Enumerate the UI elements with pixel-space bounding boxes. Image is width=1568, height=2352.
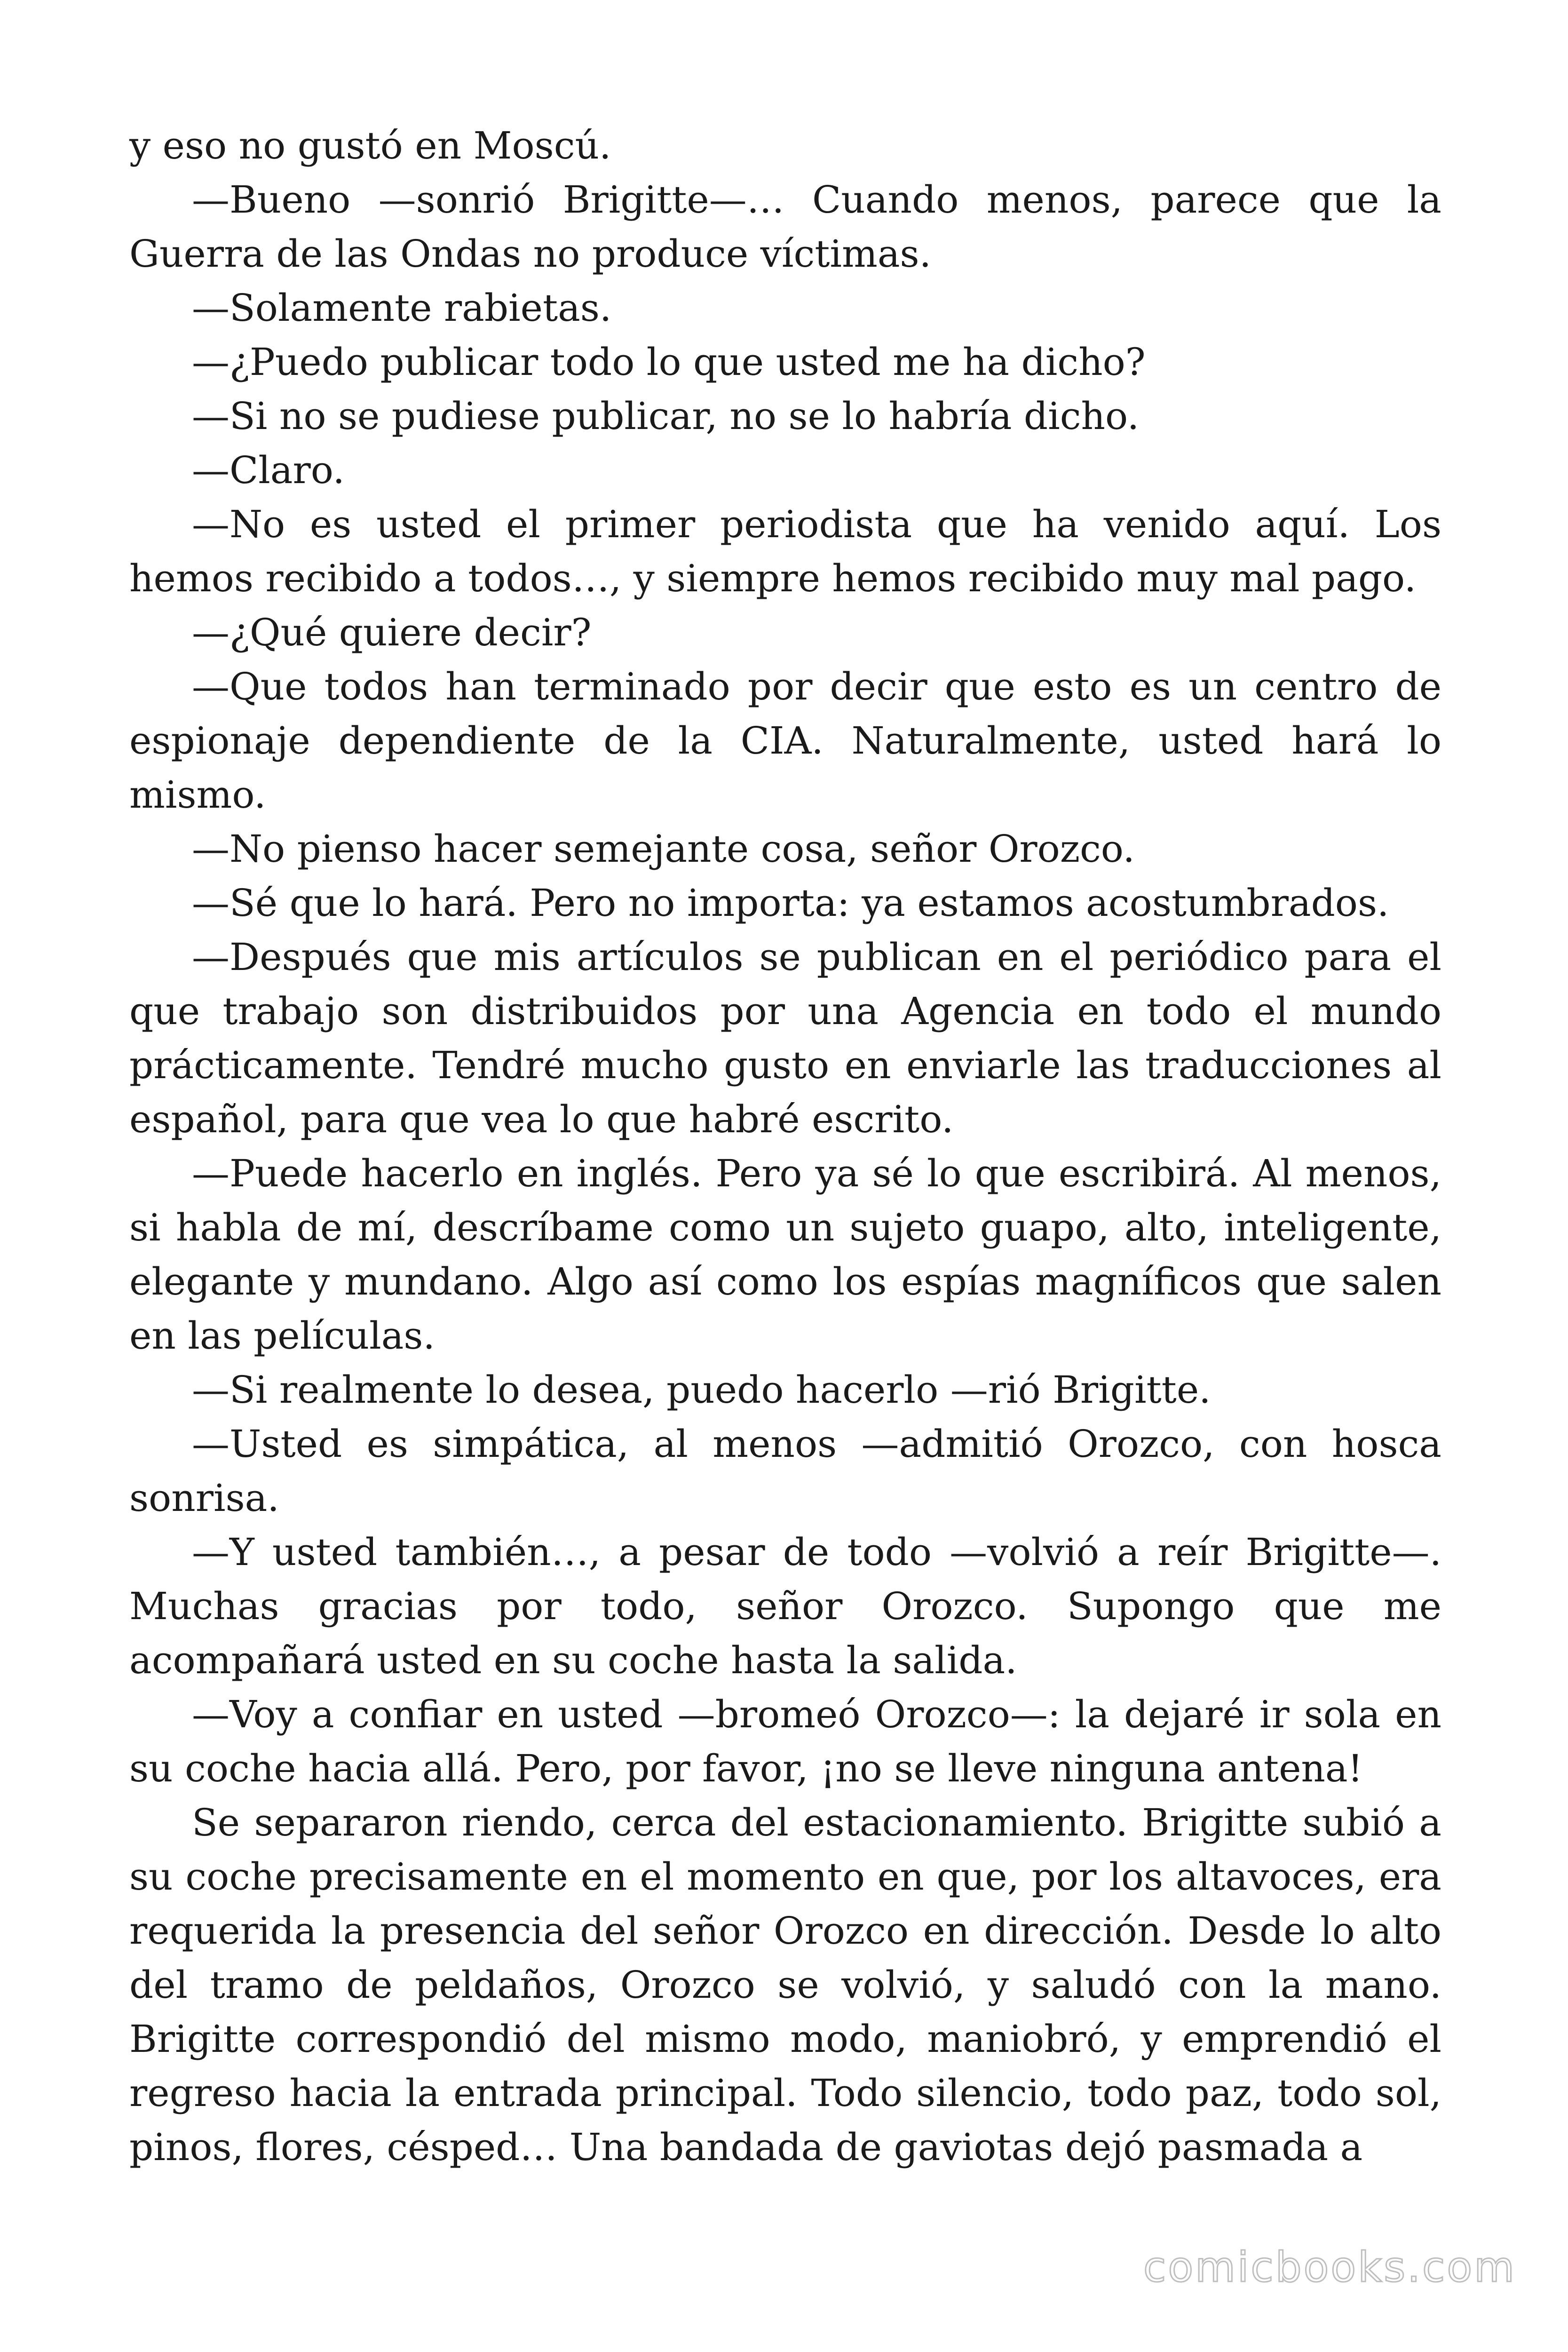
paragraph: —Puede hacerlo en inglés. Pero ya sé lo que escribirá. Al menos, si habla de mí, descríbame como un sujeto guapo, alto, inteligente, elegante y mundano. Algo así como los espías magníficos que salen en las películas. — [129, 1152, 1441, 1358]
paragraph: —Que todos han terminado por decir que esto es un centro de espionaje dependiente de la CIA. Naturalmente, usted hará lo mismo. — [129, 665, 1441, 817]
paragraph: —Y usted también…, a pesar de todo —volvió a reír Brigitte—. Muchas gracias por todo, señor Orozco. Supongo que me acompañará usted en su coche hasta la salida. — [129, 1530, 1441, 1682]
watermark-text: comicbooks.com — [1143, 2243, 1516, 2291]
paragraph: —Claro. — [192, 448, 345, 492]
body-text — [129, 119, 1441, 2174]
paragraph: —Sé que lo hará. Pero no importa: ya estamos acostumbrados. — [192, 881, 1389, 925]
paragraph: Se separaron riendo, cerca del estacionamiento. Brigitte subió a su coche precisamente en el momento en que, por los altavoces, era requerida la presencia del señor Orozco en dirección. Desde lo alto del tramo de peldaños, Orozco se volvió, y saludó con la mano. Brigitte correspondió del mismo modo, maniobró, y emprendió el regreso hacia la entrada principal. Todo silencio, todo paz, todo sol, pinos, flores, césped… Una bandada de gaviotas dejó pasmada a — [129, 1801, 1441, 2169]
paragraph: —¿Puedo publicar todo lo que usted me ha dicho? — [192, 340, 1146, 384]
paragraph: —No pienso hacer semejante cosa, señor Orozco. — [192, 827, 1135, 871]
paragraph: y eso no gustó en Moscú. — [129, 124, 611, 167]
paragraph: —Bueno —sonrió Brigitte—… Cuando menos, parece que la Guerra de las Ondas no produce víctimas. — [129, 178, 1441, 276]
paragraph: —Si realmente lo desea, puedo hacerlo —rió Brigitte. — [192, 1368, 1211, 1412]
paragraph: —Solamente rabietas. — [192, 286, 612, 330]
paragraph: —Después que mis artículos se publican en el periódico para el que trabajo son distribuidos por una Agencia en todo el mundo prácticamente. Tendré mucho gusto en enviarle las traducciones al español, para que vea lo que habré escrito. — [129, 935, 1441, 1141]
paragraph: —Voy a confiar en usted —bromeó Orozco—: la dejaré ir sola en su coche hacia allá. Pero, por favor, ¡no se lleve ninguna antena! — [129, 1692, 1441, 1790]
paragraph: —Usted es simpática, al menos —admitió Orozco, con hosca sonrisa. — [129, 1422, 1441, 1520]
paragraph: —Si no se pudiese publicar, no se lo habría dicho. — [192, 394, 1140, 438]
paragraph: —¿Qué quiere decir? — [192, 611, 592, 654]
paragraph: —No es usted el primer periodista que ha venido aquí. Los hemos recibido a todos…, y siempre hemos recibido muy mal pago. — [129, 502, 1441, 600]
